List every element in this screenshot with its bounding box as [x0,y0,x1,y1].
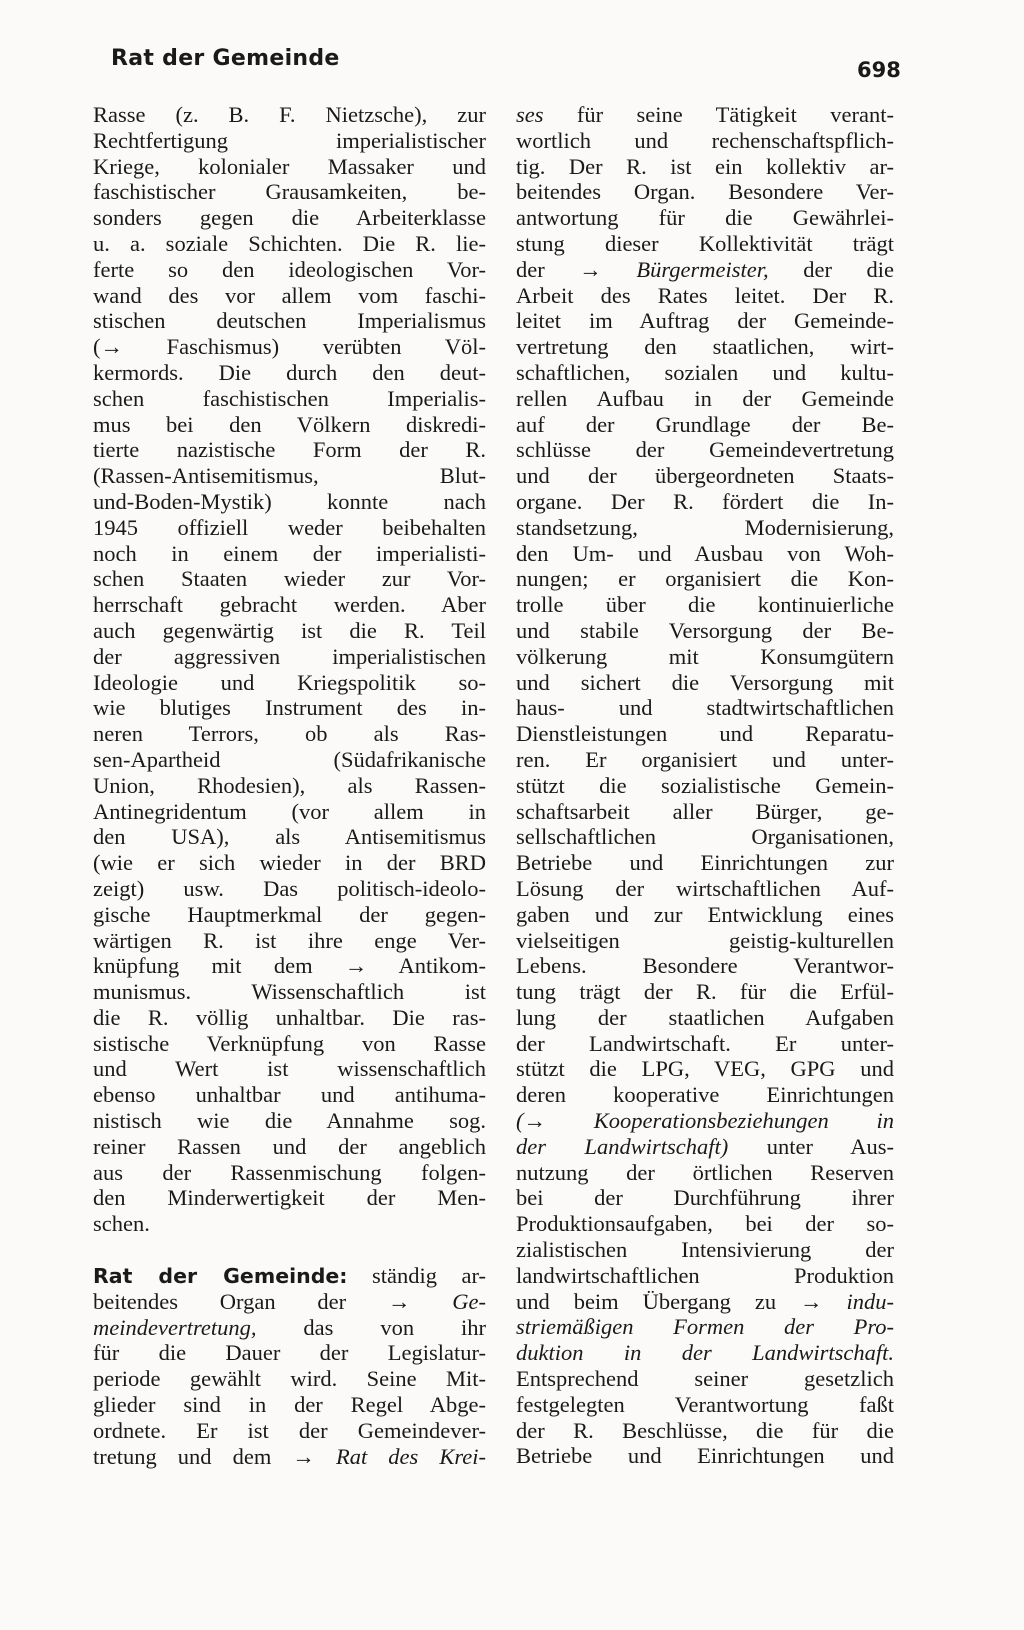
text-line [516,1056,894,1082]
text-segment: der aggressiven imperialistischen [93,643,486,669]
text-line [516,566,894,592]
text-line [93,283,486,309]
text-segment: gaben und zur Entwicklung eines [516,901,894,927]
text-segment: der die [768,256,894,282]
text-segment: munismus. Wissenschaftlich ist [93,979,486,1005]
text-segment: der R. Beschlüsse, die für die [516,1417,894,1443]
text-line [516,515,894,541]
text-segment: Lösung der wirtschaftlichen Auf- [516,875,894,901]
text-segment: noch in einem der imperialisti- [93,540,486,566]
text-segment: beitendes Organ. Besondere Ver- [516,179,894,205]
text-line [516,308,894,334]
text-line [516,360,894,386]
text-segment: beitendes Organ der [93,1288,388,1314]
text-segment: sen-Apartheid (Südafrikanische [93,746,486,772]
text-segment: vielseitigen geistig-kulturellen [516,927,894,953]
text-line [516,257,894,283]
left-column [93,102,486,1469]
text-line [93,979,486,1005]
text-segment: wärtigen R. ist ihre enge Ver- [93,927,486,953]
text-segment: kermords. Die durch den deut- [93,359,486,385]
text-segment: Dienstleistungen und Reparatu- [516,721,894,747]
text-segment: Betriebe und Einrichtungen und [516,1443,894,1469]
text-line [516,876,894,902]
text-segment: bei der Durchführung ihrer [516,1185,894,1211]
text-segment: Produktionsaufgaben, bei der so- [516,1211,894,1237]
cross-reference: ses [516,102,544,127]
text-segment: vertretung den staatlichen, wirt- [516,334,894,360]
text-line [516,695,894,721]
text-line [516,773,894,799]
text-line [93,1211,486,1237]
text-line [93,1005,486,1031]
text-segment: organe. Der R. fördert die In- [516,488,894,514]
text-segment: ren. Er organisiert und unter- [516,746,894,772]
text-segment: unter Aus- [728,1133,894,1159]
text-line [516,1160,894,1186]
text-line [93,618,486,644]
text-segment: das von ihr [256,1314,486,1340]
text-segment: standsetzung, Modernisierung, [516,514,894,540]
right-column [516,102,894,1469]
text-segment: Kriege, kolonialer Massaker und [93,153,486,179]
text-segment: und der übergeordneten Staats- [516,463,894,489]
cross-reference: striemäßigen Formen der Pro- [516,1314,894,1340]
text-segment: sonders gegen die Arbeiterklasse [93,205,486,231]
entry-term: Rat der Gemeinde: [93,1264,348,1289]
text-segment: und stabile Versorgung der Be- [516,617,894,643]
text-segment: wortlich und rechenschaftspflich- [516,127,894,153]
text-line [516,334,894,360]
text-segment: ferte so den ideologischen Vor- [93,256,486,282]
text-segment: antwortung für die Gewährlei- [516,205,894,231]
text-line [93,670,486,696]
text-segment: u. a. soziale Schichten. Die R. lie- [93,230,486,256]
text-line [516,1108,894,1134]
text-line [93,437,486,463]
text-line [93,1134,486,1160]
text-segment: zialistischen Intensivierung der [516,1237,894,1263]
text-segment: die R. völlig unhaltbar. Die ras- [93,1004,486,1030]
text-line [516,102,894,128]
cross-reference: → indu- [800,1288,894,1314]
text-line [516,489,894,515]
cross-reference: → Bürgermeister, [579,256,769,282]
text-line [516,154,894,180]
text-line [93,257,486,283]
text-line [516,463,894,489]
text-line [516,1082,894,1108]
text-segment: tung trägt der R. für die Erfül- [516,979,894,1005]
text-line [93,644,486,670]
entry-gap [93,1237,486,1263]
text-line [93,1082,486,1108]
text-segment: für die Dauer der Legislatur- [93,1340,486,1366]
text-line [516,1005,894,1031]
text-line [93,386,486,412]
text-line [93,850,486,876]
text-segment: tierte nazistische Form der R. [93,437,486,463]
text-line [516,618,894,644]
text-line [516,979,894,1005]
text-segment: und sichert die Versorgung mit [516,669,894,695]
text-line [93,1444,486,1470]
text-line [93,566,486,592]
text-line [93,721,486,747]
text-line [516,386,894,412]
cross-reference: duktion in der Landwirtschaft. [516,1340,894,1366]
text-segment: stung dieser Kollektivität trägt [516,230,894,256]
text-line [93,1160,486,1186]
text-line [93,205,486,231]
text-line [93,128,486,154]
text-line [516,1289,894,1315]
text-segment: sellschaftlichen Organisationen, [516,824,894,850]
text-line [516,644,894,670]
text-line [516,231,894,257]
text-line [93,1031,486,1057]
text-line [516,1211,894,1237]
text-line [93,902,486,928]
text-line [93,747,486,773]
text-line [93,102,486,128]
text-line [516,179,894,205]
text-line [93,953,486,979]
text-segment: gische Hauptmerkmal der gegen- [93,901,486,927]
text-line [516,1237,894,1263]
text-segment: Arbeit des Rates leitet. Der R. [516,282,894,308]
text-segment: Entsprechend seiner gesetzlich [516,1366,894,1392]
text-line [93,412,486,438]
text-segment: schaftsarbeit aller Bürger, ge- [516,798,894,824]
text-line [516,283,894,309]
text-segment: Rechtfertigung imperialistischer [93,127,486,153]
text-line [516,1134,894,1160]
text-line [516,541,894,567]
text-segment: Ideologie und Kriegspolitik so- [93,669,486,695]
text-line [516,824,894,850]
text-line [516,205,894,231]
text-line [93,773,486,799]
text-segment: sistische Verknüpfung von Rasse [93,1030,486,1056]
text-line [93,1185,486,1211]
text-line [93,876,486,902]
text-line [93,695,486,721]
text-line [516,747,894,773]
text-segment: (wie er sich wieder in der BRD [93,850,486,876]
text-segment: (→ Faschismus) verübten Völ- [93,334,486,360]
text-line [93,179,486,205]
text-line [93,308,486,334]
text-line [516,412,894,438]
text-line [516,928,894,954]
text-segment: nungen; er organisiert die Kon- [516,566,894,592]
text-line [93,489,486,515]
text-segment: auch gegenwärtig ist die R. Teil [93,617,486,643]
text-segment: stischen deutschen Imperialismus [93,308,486,334]
text-segment: schlüsse der Gemeindevertretung [516,437,894,463]
text-segment: periode gewählt wird. Seine Mit- [93,1366,486,1392]
text-segment: und beim Übergang zu [516,1288,801,1314]
text-line [93,1289,486,1315]
text-segment: schen. [93,1211,150,1237]
text-segment: ebenso unhaltbar und antihuma- [93,1082,486,1108]
text-segment: nutzung der örtlichen Reserven [516,1159,894,1185]
text-segment: Antinegridentum (vor allem in [93,798,486,824]
text-segment: herrschaft gebracht werden. Aber [93,592,486,618]
text-line [516,1443,894,1469]
text-segment: mus bei den Völkern diskredi- [93,411,486,437]
text-segment: wie blutiges Instrument des in- [93,695,486,721]
text-line [516,1418,894,1444]
text-line [516,592,894,618]
text-line [93,1392,486,1418]
text-segment: tig. Der R. ist ein kollektiv ar- [516,153,894,179]
text-segment: ständig ar- [347,1263,486,1289]
text-segment: der [516,256,580,282]
text-line [93,928,486,954]
text-segment: reiner Rassen und der angeblich [93,1133,486,1159]
text-segment: neren Terrors, ob als Ras- [93,721,486,747]
text-segment: und Wert ist wissenschaftlich [93,1056,486,1082]
text-segment: knüpfung mit dem → Antikom- [93,953,486,979]
text-line [93,154,486,180]
text-segment: festgelegten Verantwortung faßt [516,1391,894,1417]
text-line [93,1056,486,1082]
text-line [93,1366,486,1392]
text-segment: Betriebe und Einrichtungen zur [516,850,894,876]
text-line [93,824,486,850]
text-segment: völkerung mit Konsumgütern [516,643,894,669]
text-segment: den USA), als Antisemitismus [93,824,486,850]
text-line [93,592,486,618]
cross-reference: → Ge- [387,1288,486,1314]
text-line [93,515,486,541]
text-line [93,1263,486,1289]
text-line [516,721,894,747]
text-segment: nistisch wie die Annahme sog. [93,1108,486,1134]
text-segment: (Rassen-Antisemitismus, Blut- [93,463,486,489]
text-segment: glieder sind in der Regel Abge- [93,1392,486,1418]
page-number: 698 [857,58,901,82]
text-line [93,799,486,825]
text-segment: schaftlichen, sozialen und kultu- [516,359,894,385]
text-segment: rellen Aufbau in der Gemeinde [516,385,894,411]
text-segment: deren kooperative Einrichtungen [516,1082,894,1108]
text-segment: lung der staatlichen Aufgaben [516,1004,894,1030]
text-line [93,231,486,257]
text-line [516,1314,894,1340]
text-line [93,1108,486,1134]
text-segment: 1945 offiziell weder beibehalten [93,514,486,540]
text-segment: haus- und stadtwirtschaftlichen [516,695,894,721]
text-segment: schen Staaten wieder zur Vor- [93,566,486,592]
text-line [93,463,486,489]
text-line [516,670,894,696]
text-segment: aus der Rassenmischung folgen- [93,1159,486,1185]
text-line [516,1392,894,1418]
text-segment: landwirtschaftlichen Produktion [516,1262,894,1288]
text-line [93,1340,486,1366]
text-segment: auf der Grundlage der Be- [516,411,894,437]
text-line [516,850,894,876]
text-segment: trolle über die kontinuierliche [516,592,894,618]
text-segment: den Um- und Ausbau von Woh- [516,540,894,566]
text-segment: stützt die LPG, VEG, GPG und [516,1056,894,1082]
text-segment: der Landwirtschaft. Er unter- [516,1030,894,1056]
text-segment: Lebens. Besondere Verantwor- [516,953,894,979]
text-segment: schen faschistischen Imperialis- [93,385,486,411]
text-line [93,360,486,386]
text-line [93,1315,486,1341]
text-segment: stützt die sozialistische Gemein- [516,772,894,798]
text-line [516,437,894,463]
text-segment: Union, Rhodesien), als Rassen- [93,772,486,798]
text-segment: für seine Tätigkeit verant- [543,102,894,127]
text-line [516,953,894,979]
text-line [516,1031,894,1057]
text-line [93,1418,486,1444]
text-segment: und-Boden-Mystik) konnte nach [93,488,486,514]
text-segment: leitet im Auftrag der Gemeinde- [516,308,894,334]
text-line [516,902,894,928]
text-line [516,1185,894,1211]
text-line [516,799,894,825]
text-segment: Rasse (z. B. F. Nietzsche), zur [93,102,486,127]
text-line [93,334,486,360]
running-head: Rat der Gemeinde [111,46,340,71]
cross-reference: → Rat des Krei- [292,1443,486,1469]
text-line [516,128,894,154]
text-segment: den Minderwertigkeit der Men- [93,1185,486,1211]
text-line [516,1340,894,1366]
text-line [516,1366,894,1392]
cross-reference: der Landwirtschaft) [516,1133,729,1159]
text-segment: zeigt) usw. Das politisch-ideolo- [93,875,486,901]
text-segment: faschistischer Grausamkeiten, be- [93,179,486,205]
text-segment: tretung und dem [93,1443,293,1469]
text-segment: ordnete. Er ist der Gemeindever- [93,1417,486,1443]
text-line [93,541,486,567]
cross-reference: (→ Kooperationsbeziehungen in [516,1108,894,1134]
text-segment: wand des vor allem vom faschi- [93,282,486,308]
text-line [516,1263,894,1289]
cross-reference: meindevertretung, [93,1314,257,1340]
